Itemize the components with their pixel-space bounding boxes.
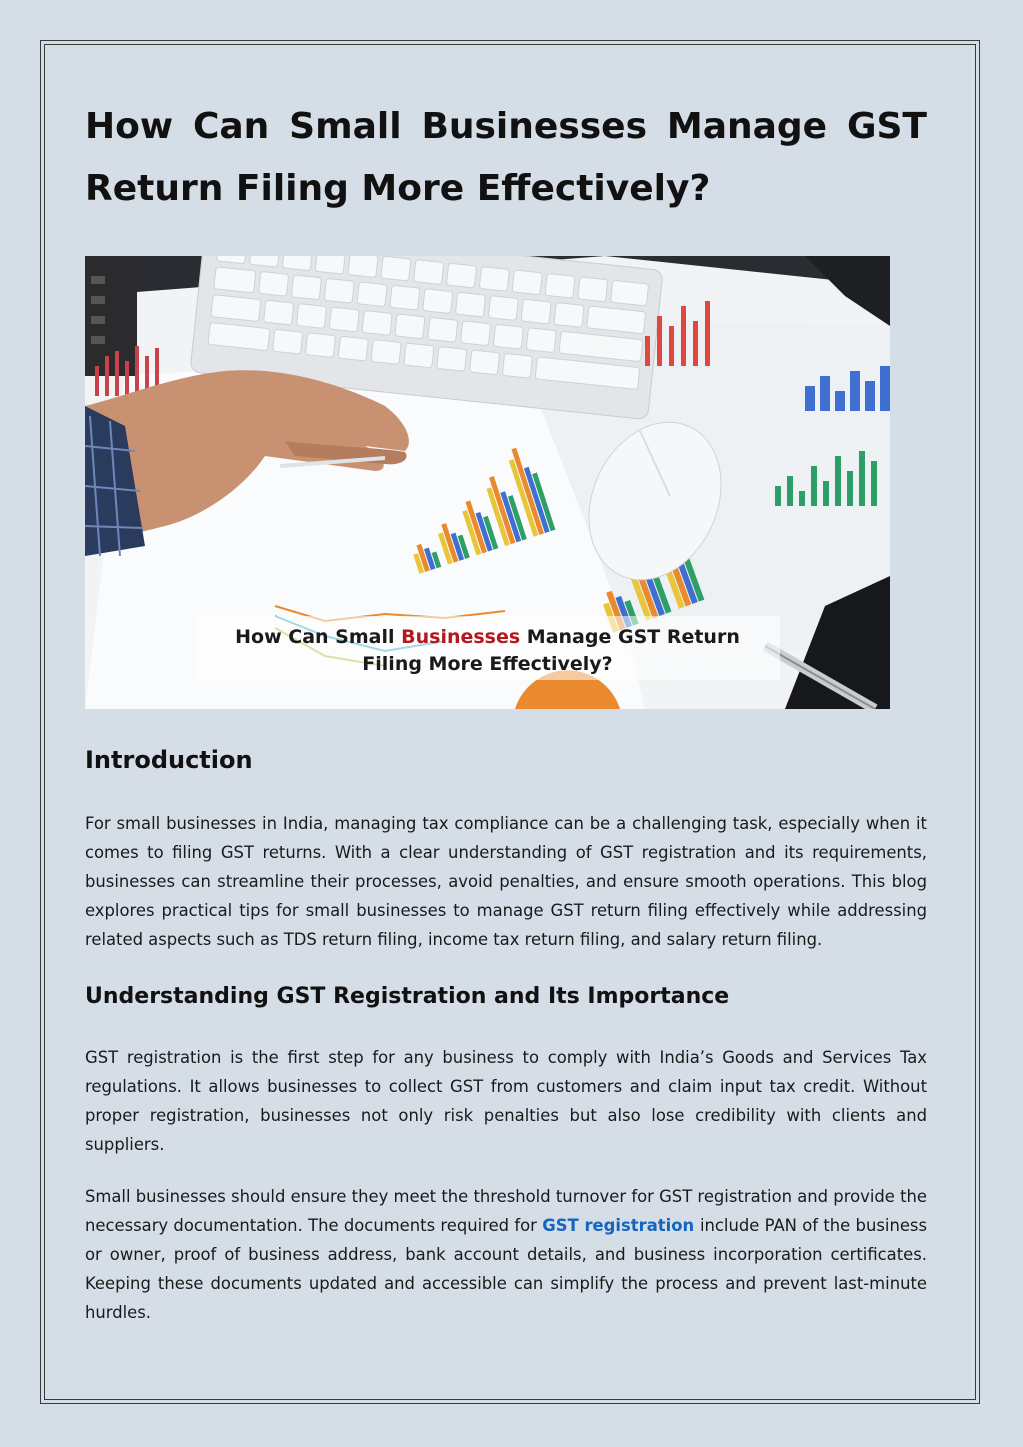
hero-image [85,256,890,709]
hero-caption [85,624,890,678]
gst-paragraph-2-post: include PAN of the business or owner, proof of business address, bank account details, and business incorporation certificates. Keeping these documents updated and accessible can simplify the process and prevent last-minute hurdles. [85,1216,927,1322]
hero-caption-post: Manage GST Return [520,626,740,648]
hero-caption-highlight: Businesses [401,626,521,648]
intro-paragraph: For small businesses in India, managing tax compliance can be a challenging task, especially when it comes to filing GST returns. With a clear understanding of GST registration and its requirements, businesses can streamline their processes, avoid penalties, and ensure smooth operations. This blog explores practical tips for small businesses to manage GST return filing effectively while addressing related aspects such as TDS return filing, income tax return filing, and salary return filing. [85,814,927,949]
hero-caption-line2: Filing More Effectively? [362,653,613,675]
section-heading-gst-registration: Understanding GST Registration and Its Importance [85,984,730,1009]
hero-caption-pre: How Can Small [235,626,402,648]
gst-paragraph-2-pre: Small businesses should ensure they meet the threshold turnover for GST registration and provide the necessary documentation. The documents required for [85,1187,927,1235]
hero-caption-line1 [85,624,890,651]
page-title: How Can Small Businesses Manage GST Return Filing More Effectively? [85,106,927,209]
gst-registration-link[interactable]: GST registration [542,1216,700,1235]
gst-paragraph-2 [85,1182,927,1327]
intro-heading: Introduction [85,746,253,774]
gst-paragraph-1: GST registration is the first step for any business to comply with India’s Goods and Services Tax regulations. It allows businesses to collect GST from customers and claim input tax credit. Without proper registration, businesses not only risk penalties but also lose credibility with clients and suppliers. [85,1048,927,1154]
article [85,96,927,1327]
